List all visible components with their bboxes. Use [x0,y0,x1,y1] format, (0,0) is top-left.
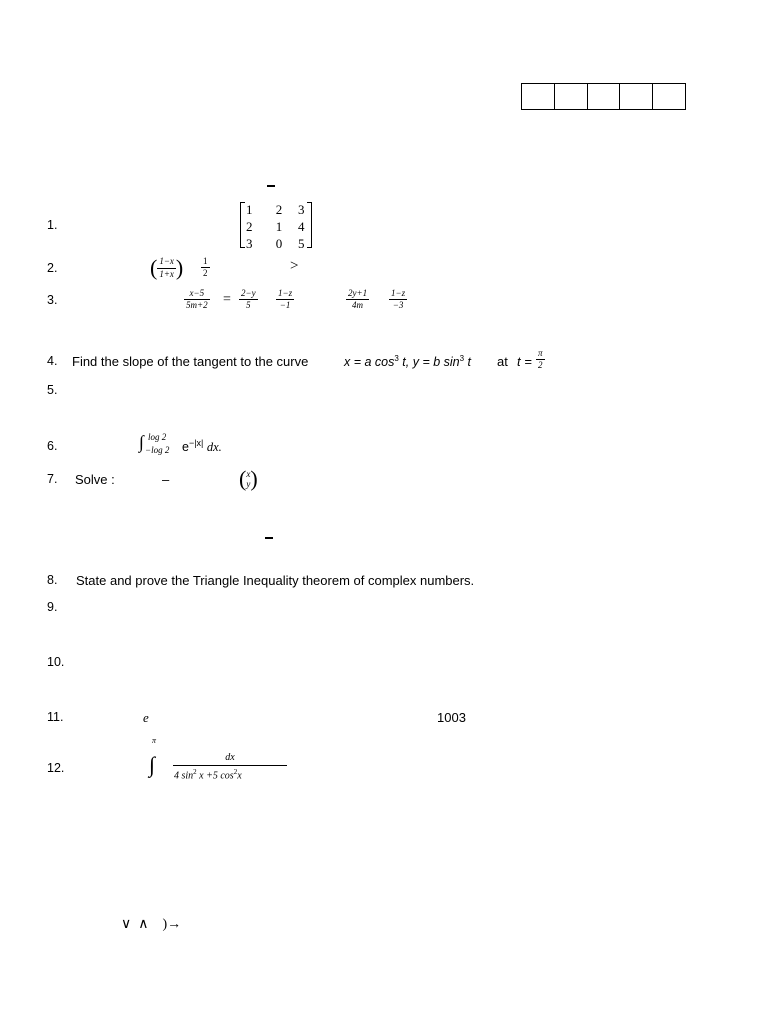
q11-number: 11. [47,710,64,724]
q6-base: e [182,440,189,455]
q7-vec-bottom: y [246,479,251,489]
q10-number: 10. [47,655,65,669]
q2-paren-den: 1+x [159,268,174,279]
q4-curve-mid: t, y = b sin [398,355,460,370]
q7-vector: ( x y ) [239,466,258,491]
q2-number: 2. [47,261,58,275]
integral-sign-icon: ∫ [139,432,144,452]
q4-curve-x: x = a cos [344,355,395,370]
q6-upper-limit: log 2 [148,432,167,442]
q8-text: State and prove the Triangle Inequality theorem of complex numbers. [76,573,475,588]
q12-den-c: x [237,770,242,782]
q4-at: at [497,354,508,369]
q6-integral [139,432,249,462]
q3-f3-num: 1−z [276,289,294,300]
matrix-cell: 1 [246,202,253,217]
q12-sq-1: 2 [193,768,197,776]
matrix-cell: 2 [275,202,283,217]
roll-number-boxes [521,83,686,110]
q12-fraction [173,752,287,781]
q3-fraction-5 [389,289,407,311]
roll-box [555,84,588,109]
q12-sq-2: 2 [233,768,238,776]
q3-equals: = [223,292,231,307]
q12-numerator: dx [173,752,287,766]
matrix-cell: 3 [246,236,253,251]
section-mark-b [265,537,273,539]
q11-e: e [143,710,149,725]
q4-pi: π [536,349,545,360]
q1-number: 1. [47,218,58,232]
q11-value: 1003 [437,710,466,725]
q1-matrix [240,201,312,251]
q3-f4-den: 4m [352,300,364,311]
q2-greater-than: > [290,258,299,274]
q2-half-num: 1 [201,257,210,268]
q3-f2-den: 5 [246,300,251,311]
q4-exp-1: 3 [394,354,399,363]
q6-integrand [182,438,222,455]
q3-number: 3. [47,293,58,307]
q3-f2-num: 2−y [239,289,258,300]
matrix-cell: 0 [275,236,283,251]
q4-text: Find the slope of the tangent to the curve [72,354,309,369]
roll-box [653,84,685,109]
q3-fraction-4 [346,289,369,311]
q12-den-b: x +5 cos [196,770,234,782]
q3-fraction-3 [276,289,294,311]
q3-f5-den: −3 [392,300,404,311]
q9-number: 9. [47,600,58,614]
q4-t-equals: t = [517,354,532,369]
integral-sign-icon: ∫ [149,752,156,777]
q2-paren-num: 1−x [157,257,176,268]
q4-pi-over-2 [536,349,545,371]
q6-dx: dx. [206,440,222,455]
q3-f3-den: −1 [279,300,291,311]
q6-number: 6. [47,439,58,453]
matrix-cell: 3 [298,202,305,217]
q3-f5-num: 1−z [389,289,407,300]
q5-number: 5. [47,383,58,397]
q4-curve [344,354,471,369]
logic-symbols: ∨ ∧ )→ [121,917,182,932]
section-mark-a [267,185,275,187]
q2-half [201,257,210,279]
q2-half-den: 2 [203,268,208,279]
q6-exponent: −|x| [188,438,204,448]
q3-f1-num: x−5 [184,289,210,300]
q7-text: Solve : [75,472,115,487]
q3-f1-den: 5m+2 [186,300,208,311]
q8-number: 8. [47,573,58,587]
q3-fraction-1 [184,289,210,311]
q12-upper-limit: π [152,736,157,745]
q6-lower-limit: −log 2 [145,445,170,455]
q7-vec-top: x [246,468,251,479]
matrix-cell: 2 [246,219,253,234]
q4-curve-end: t [464,355,472,370]
q3-f4-num: 2y+1 [346,289,369,300]
q4-two: 2 [538,360,543,371]
roll-box [522,84,555,109]
q12-den-a: 4 sin [174,770,194,782]
q2-paren-fraction: ( $\frac{1-x}{1+x}$ ) [150,255,184,280]
roll-box [588,84,621,109]
roll-box [620,84,653,109]
q3-fraction-2 [239,289,258,311]
matrix-cell: 4 [298,219,305,234]
q12-denominator [173,766,287,781]
q4-exp-2: 3 [459,354,465,363]
q12-number: 12. [47,761,65,775]
q7-number: 7. [47,472,58,486]
q7-dash: – [162,472,170,487]
matrix-cell: 1 [275,219,283,234]
matrix-cell: 5 [298,236,305,251]
q4-number: 4. [47,354,58,368]
